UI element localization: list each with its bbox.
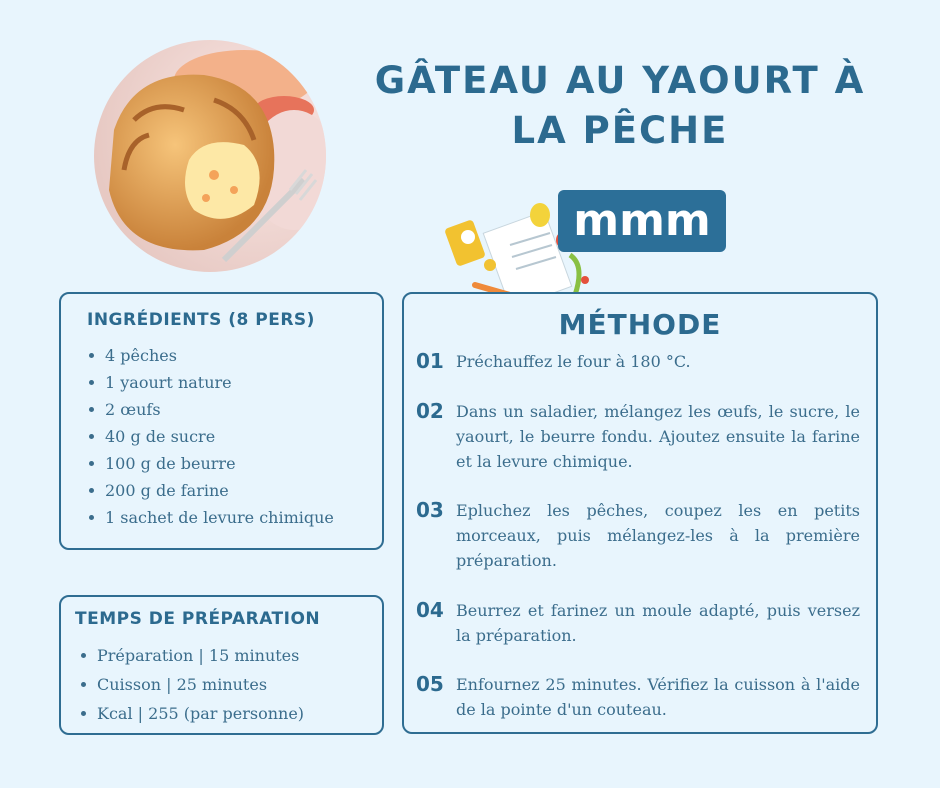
step-number: 04	[416, 598, 444, 622]
list-item: Préparation | 15 minutes	[81, 641, 382, 670]
method-step	[416, 349, 860, 374]
method-step	[416, 399, 860, 474]
list-item: 1 sachet de levure chimique	[89, 504, 382, 531]
list-item: 2 œufs	[89, 396, 382, 423]
step-text: Préchauffez le four à 180 °C.	[456, 352, 691, 371]
list-item: 200 g de farine	[89, 477, 382, 504]
ingredients-card	[59, 292, 384, 550]
prep-time-list	[81, 641, 382, 728]
list-item: 1 yaourt nature	[89, 369, 382, 396]
step-text: Beurrez et farinez un moule adapté, puis versez la préparation.	[456, 601, 860, 645]
step-number: 05	[416, 672, 444, 696]
ingredients-heading: INGRÉDIENTS (8 PERS)	[87, 310, 315, 330]
list-item: 4 pêches	[89, 342, 382, 369]
list-item: 100 g de beurre	[89, 450, 382, 477]
method-step	[416, 672, 860, 722]
step-text: Dans un saladier, mélangez les œufs, le sucre, le yaourt, le beurre fondu. Ajoutez ensuite la farine et la levure chimique.	[456, 402, 860, 471]
list-item: Kcal | 255 (par personne)	[81, 699, 382, 728]
prep-time-heading: TEMPS DE PRÉPARATION	[75, 609, 321, 629]
step-number: 02	[416, 399, 444, 423]
cake-photo-icon	[94, 40, 326, 272]
list-item: 40 g de sucre	[89, 423, 382, 450]
step-text: Epluchez les pêches, coupez les en petits morceaux, puis mélangez-les à la première préparation.	[456, 501, 860, 570]
method-heading: MÉTHODE	[558, 308, 722, 341]
method-step	[416, 598, 860, 648]
step-number: 03	[416, 498, 444, 522]
step-number: 01	[416, 349, 444, 373]
method-step	[416, 498, 860, 573]
method-card	[402, 292, 878, 734]
prep-time-card	[59, 595, 384, 735]
step-text: Enfournez 25 minutes. Vérifiez la cuisson à l'aide de la pointe d'un couteau.	[456, 675, 860, 719]
list-item: Cuisson | 25 minutes	[81, 670, 382, 699]
mmm-badge: mmm	[558, 190, 726, 252]
ingredients-list	[89, 342, 382, 531]
page-title: GÂTEAU AU YAOURT À LA PÊCHE	[374, 59, 866, 152]
